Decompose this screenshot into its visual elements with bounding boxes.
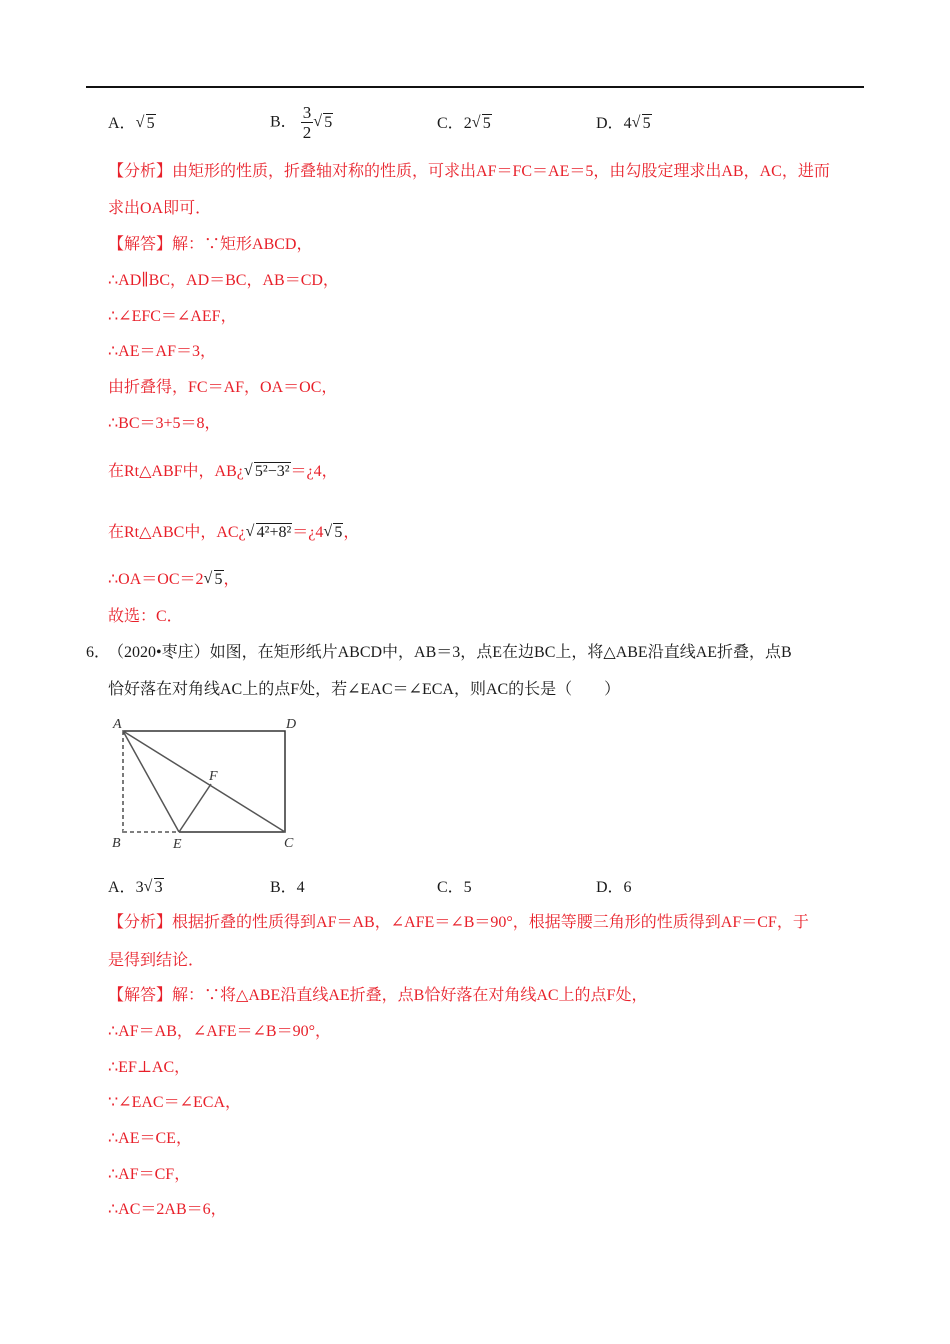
q5-solution-line-5: 由折叠得，FC＝AF，OA＝OC， <box>108 379 338 396</box>
q5-solution-line-10: 故选：C． <box>108 608 183 625</box>
q6-analysis-line-1: 【分析】根据折叠的性质得到AF＝AB，∠AFE＝∠B＝90°，根据等腰三角形的性质得到AF＝CF，于 <box>108 914 809 931</box>
q5-option-c: C．2√ 5 <box>437 113 492 135</box>
q6-solution-line-3: ∴EF⊥AC， <box>108 1059 191 1076</box>
q6-option-d: D．6 <box>596 879 632 896</box>
segment-ae <box>123 731 179 832</box>
segment-ef <box>179 784 211 832</box>
q5-solution-line-2: ∴AD∥BC，AD＝BC，AB＝CD， <box>108 272 339 289</box>
q5-analysis-line-1: 【分析】由矩形的性质，折叠轴对称的性质，可求出AF＝FC＝AE＝5，由勾股定理求出AB，AC，进而 <box>108 163 830 180</box>
label-f: F <box>209 769 218 784</box>
q5-solution-line-4: ∴AE＝AF＝3， <box>108 343 216 360</box>
label-e: E <box>173 837 182 852</box>
label-d: D <box>286 717 297 732</box>
q5-solution-line-1: 【解答】解：∵矩形ABCD， <box>108 236 313 253</box>
q5-analysis-line-2: 求出OA即可． <box>108 200 212 217</box>
segment-ac <box>123 731 285 832</box>
q6-solution-line-5: ∴AE＝CE， <box>108 1130 192 1147</box>
label-c: C <box>284 836 294 851</box>
q6-solution-line-2: ∴AF＝AB，∠AFE＝∠B＝90°， <box>108 1023 331 1040</box>
q6-option-b: B．4 <box>270 879 305 896</box>
q6-option-a: A．3√ 3 <box>108 877 164 899</box>
q6-solution-line-1: 【解答】解：∵将△ABE沿直线AE折叠，点B恰好落在对角线AC上的点F处， <box>108 987 648 1004</box>
q6-number: 6． <box>86 644 111 661</box>
label-b: B <box>112 836 121 851</box>
header-rule <box>86 86 864 88</box>
q5-option-b: B． $\frac{3}{2}$ √ 5 <box>270 103 333 142</box>
q6-solution-line-4: ∵∠EAC＝∠ECA， <box>108 1094 241 1111</box>
label-a: A <box>113 717 122 732</box>
fraction: $\frac{3}{2}$ <box>302 103 312 142</box>
q6-solution-line-6: ∴AF＝CF， <box>108 1166 191 1183</box>
q5-option-a: A．√ 5 <box>108 113 156 135</box>
q5-solution-line-7: 在Rt△ABF中，AB¿√ 5²−3²＝¿4， <box>108 461 338 483</box>
q6-solution-line-7: ∴AC＝2AB＝6， <box>108 1201 227 1218</box>
q6-stem-line-2: 恰好落在对角线AC上的点F处，若∠EAC＝∠ECA，则AC的长是（ ） <box>108 681 621 698</box>
q6-stem-line-1: （2020•枣庄）如图，在矩形纸片ABCD中，AB＝3，点E在边BC上，将△ABE沿直线AE折叠，点B <box>108 644 792 661</box>
q6-option-c: C．5 <box>437 879 472 896</box>
q6-analysis-line-2: 是得到结论． <box>108 952 205 969</box>
q6-figure <box>100 710 310 855</box>
q5-solution-line-8: 在Rt△ABC中，AC¿√ 4²+8²＝¿4√ 5， <box>108 522 359 544</box>
q5-option-d: D．4√ 5 <box>596 113 652 135</box>
q5-solution-line-9: ∴OA＝OC＝2√ 5， <box>108 569 240 591</box>
q5-solution-line-3: ∴∠EFC＝∠AEF， <box>108 308 237 325</box>
q5-solution-line-6: ∴BC＝3+5＝8， <box>108 415 221 432</box>
